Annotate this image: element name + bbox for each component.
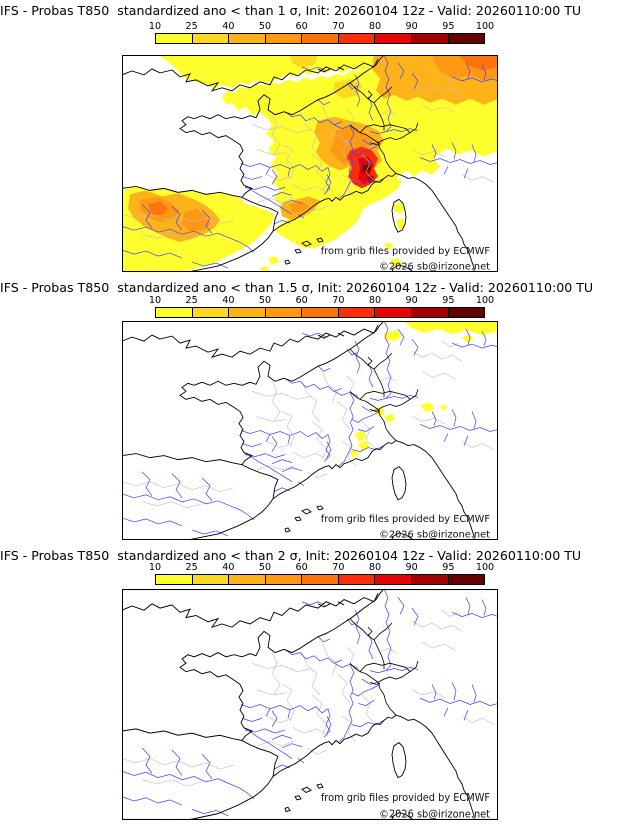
colorbar-tick: 70 xyxy=(332,21,345,32)
colorbar-segment xyxy=(265,34,302,43)
colorbar-segment xyxy=(338,308,375,317)
colorbar-tick: 95 xyxy=(442,295,455,306)
colorbar-tick: 40 xyxy=(222,562,235,573)
colorbar-segment xyxy=(338,575,375,584)
colorbar-segment xyxy=(192,575,229,584)
map-frame xyxy=(123,590,498,820)
panel-3-title: IFS - Probas T850 standardized ano < than 2 σ, Init: 20260104 12z - Valid: 20260110:00 TU xyxy=(0,548,582,563)
colorbar-tick: 50 xyxy=(258,562,272,573)
colorbar-segment xyxy=(301,308,338,317)
colorbar-segment xyxy=(156,575,192,584)
colorbar-segment xyxy=(374,575,411,584)
colorbar-segment xyxy=(411,34,448,43)
colorbar-segment xyxy=(301,575,338,584)
colorbar-tick: 10 xyxy=(148,21,162,32)
credit-ecmwf: from grib files provided by ECMWF xyxy=(320,246,490,258)
colorbar-bar xyxy=(155,574,485,585)
colorbar-tick: 80 xyxy=(368,21,382,32)
colorbar-tick: 50 xyxy=(258,21,272,32)
colorbar-tick-row xyxy=(148,562,495,573)
colorbar-tick: 60 xyxy=(295,295,308,306)
colorbar-tick: 80 xyxy=(368,562,382,573)
colorbar-tick: 25 xyxy=(185,295,198,306)
colorbar-tick: 100 xyxy=(475,21,495,32)
colorbar-segment xyxy=(411,308,448,317)
colorbar-tick: 50 xyxy=(258,295,272,306)
colorbar-tick: 10 xyxy=(148,295,162,306)
map-frame xyxy=(123,322,498,540)
colorbar-tick-row xyxy=(148,295,495,306)
colorbar-tick: 80 xyxy=(368,295,382,306)
probability-shading-panel-2 xyxy=(350,321,498,458)
colorbar-tick: 25 xyxy=(185,21,198,32)
colorbar-segment xyxy=(448,308,485,317)
colorbar-segment xyxy=(265,308,302,317)
colorbar-tick: 60 xyxy=(295,562,308,573)
colorbar-segment xyxy=(156,308,192,317)
colorbar-bar xyxy=(155,33,485,44)
panel-2-title: IFS - Probas T850 standardized ano < than 1.5 σ, Init: 20260104 12z - Valid: 20260110:00 TU xyxy=(0,280,594,295)
colorbar-tick: 40 xyxy=(222,295,235,306)
colorbar-tick: 60 xyxy=(295,21,308,32)
colorbar-segment xyxy=(228,308,265,317)
colorbar-tick-row xyxy=(148,21,495,32)
map-panel-3 xyxy=(122,589,498,820)
panel-1-title: IFS - Probas T850 standardized ano < than 1 σ, Init: 20260104 12z - Valid: 20260110:00 TU xyxy=(0,3,582,18)
colorbar-tick: 100 xyxy=(475,295,495,306)
colorbar-segment xyxy=(374,34,411,43)
credit-ecmwf: from grib files provided by ECMWF xyxy=(320,792,491,805)
credit-copyright: ©2026 sb@irizone.net xyxy=(379,529,490,540)
colorbar-segment xyxy=(228,575,265,584)
colorbar xyxy=(148,21,495,44)
colorbar-bar xyxy=(155,307,485,318)
colorbar-tick: 90 xyxy=(405,21,418,32)
colorbar-segment xyxy=(192,308,229,317)
map-panel-1 xyxy=(122,55,498,272)
colorbar-segment xyxy=(411,575,448,584)
colorbar xyxy=(148,562,495,585)
colorbar-tick: 100 xyxy=(475,562,495,573)
colorbar-tick: 10 xyxy=(148,562,162,573)
colorbar-tick: 25 xyxy=(185,562,198,573)
probability-shading-panel-1 xyxy=(122,55,498,272)
colorbar-tick: 90 xyxy=(405,295,418,306)
colorbar-tick: 90 xyxy=(405,562,418,573)
colorbar-segment xyxy=(156,34,192,43)
colorbar-tick: 70 xyxy=(332,562,345,573)
colorbar-tick: 70 xyxy=(332,295,345,306)
colorbar-segment xyxy=(374,308,411,317)
colorbar-tick: 95 xyxy=(442,562,455,573)
colorbar-segment xyxy=(228,34,265,43)
colorbar-tick: 95 xyxy=(442,21,455,32)
colorbar-tick: 40 xyxy=(222,21,235,32)
colorbar xyxy=(148,295,495,318)
credit-copyright: ©2026 sb@irizone.net xyxy=(379,261,490,272)
colorbar-segment xyxy=(301,34,338,43)
colorbar-segment xyxy=(448,34,485,43)
credit-copyright: ©2026 sb@irizone.net xyxy=(379,809,491,820)
colorbar-segment xyxy=(338,34,375,43)
credit-ecmwf: from grib files provided by ECMWF xyxy=(320,513,491,525)
colorbar-segment xyxy=(265,575,302,584)
colorbar-segment xyxy=(192,34,229,43)
colorbar-segment xyxy=(448,575,485,584)
map-panel-2 xyxy=(122,321,498,540)
